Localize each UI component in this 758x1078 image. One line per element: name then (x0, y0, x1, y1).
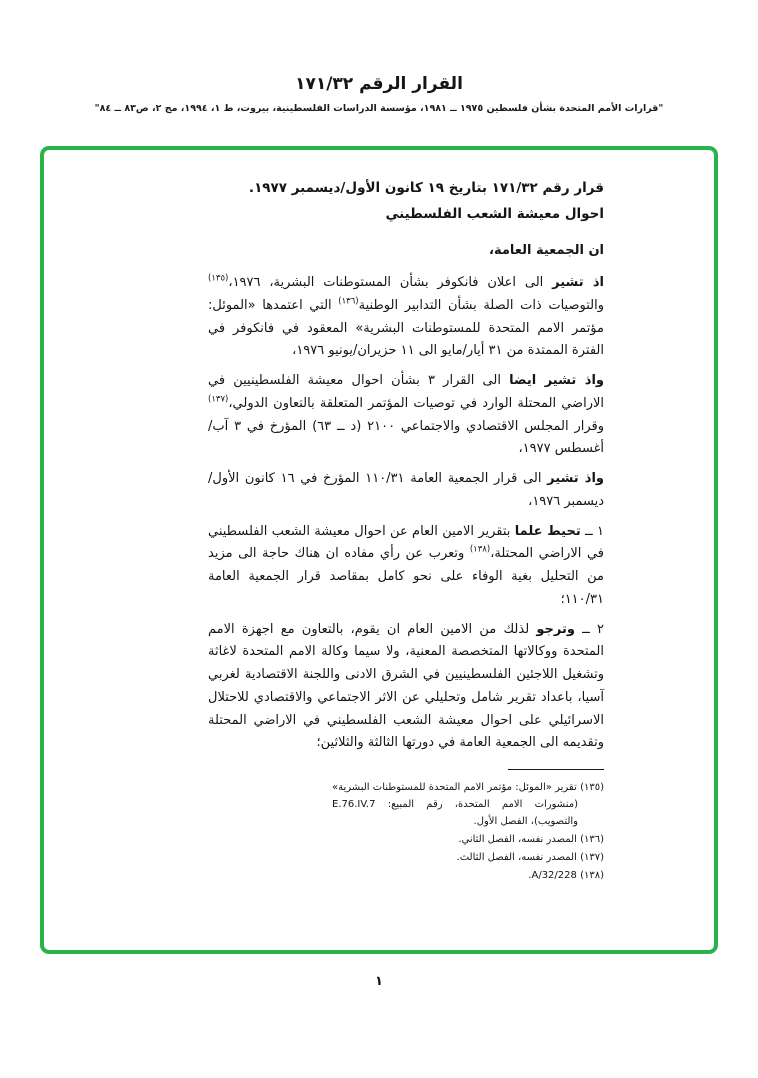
footnote-138 (332, 867, 604, 884)
paragraph-preamble-1 (208, 272, 604, 363)
footnote-137 (332, 849, 604, 866)
paragraph-preamble-3 (208, 468, 604, 514)
footnotes-block (332, 779, 604, 884)
text-run: واذ تشير ايضا (509, 373, 604, 389)
text-run: والتوصيات ذات الصلة بشأن التدابير الوطنية (358, 297, 604, 313)
footnote-reference: (١٣٥) (208, 273, 229, 284)
text-run: الى القرار ٣ بشأن احوال معيشة الفلسطينيين في الاراضي المحتلة الوارد في توصيات المؤتمر المتعلقة بالتعاون الدولي، (208, 373, 604, 411)
text-run: الى اعلان فانكوفر بشأن المستوطنات البشرية، ١٩٧٦، (228, 275, 553, 291)
text-run: وتعرب عن رأي مفاده ان هناك حاجة الى مزيد من التحليل بغية الوفاء على نحو كامل بمقاصد قرار الجمعية العامة ١١٠/٣١؛ (208, 546, 604, 607)
paragraph-preamble-2 (208, 370, 604, 461)
paragraph-operative-2 (208, 619, 604, 756)
text-run: اذ تشير (552, 275, 604, 291)
resolution-title (208, 176, 604, 227)
text-run: واذ تشير (547, 471, 604, 487)
text-run: وترجو (536, 621, 575, 637)
footnote-text: المصدر نفسه، الفصل الثاني. (458, 834, 577, 846)
text-run: بتقرير الامين العام عن احوال معيشة الشعب الفلسطيني في الاراضي المحتلة، (208, 523, 604, 562)
text-run: التي اعتمدها «الموئل: مؤتمر الامم المتحدة للمستوطنات البشرية» المعقود في فانكوفر في الفترة الممتدة من ٣١ أيار/مايو الى ١١ حزيران/يونيو ١٩٧٦، (208, 297, 604, 359)
source-citation: "قرارات الأمم المتحدة بشأن فلسطين ١٩٧٥ ــ ١٩٨١، مؤسسة الدراسات الفلسطينية، بيروت، ط ١، ١٩٩٤، مج ٢، ص٨٣ ــ ٨٤" (94, 103, 664, 114)
footnote-marker: (١٣٨) (580, 870, 604, 882)
footnote-text: المصدر نفسه، الفصل الثالث. (456, 852, 577, 864)
text-run: ١ ــ (580, 523, 604, 539)
footnote-136 (332, 831, 604, 848)
footnote-text: A/32/228. (528, 870, 577, 882)
footnote-text: تقرير «الموئل: مؤتمر الامم المتحدة للمستوطنات البشرية» (منشورات الامم المتحدة، رقم المبيع: E.76.IV.7 والتصويب)، الفصل الأول. (332, 782, 578, 828)
resolution-number-title: القرار الرقم ١٧١/٣٢ (295, 74, 463, 94)
footnote-marker: (١٣٧) (580, 852, 604, 864)
text-run: تحيط علما (514, 523, 581, 539)
resolution-title-line1: قرار رقم ١٧١/٣٢ بتاريخ ١٩ كانون الأول/ديسمبر ١٩٧٧. (248, 180, 604, 196)
resolution-title-line2: احوال معيشة الشعب الفلسطيني (385, 205, 604, 222)
text-run: الى قرار الجمعية العامة ١١٠/٣١ المؤرخ في ١٦ كانون الأول/ديسمبر ١٩٧٦، (208, 471, 604, 509)
paragraph-operative-1 (208, 521, 604, 612)
text-run: لذلك من الامين العام ان يقوم، بالتعاون مع اجهزة الامم المتحدة ووكالاتها المتخصصة المعنية، ولا سيما وكالة الامم المتحدة لاغاثة وتشغيل اللاجئين الفلسطينيين في الشرق الادنى واللجنة الاقتصادية لغربي آسيا، باعداد تقرير شامل وتحليلي عن الاثر الاجتماعي والاقتصادي للاحتلال الاسرائيلي على احوال معيشة الشعب الفلسطيني في الاراضي المحتلة وتقديمه الى الجمعية العامة في دورتها الثالثة والثلاثين؛ (208, 621, 604, 751)
document-header (0, 74, 758, 114)
green-frame (40, 146, 718, 954)
text-run: ٢ ــ (574, 621, 604, 637)
footnote-marker: (١٣٦) (580, 834, 604, 846)
footnote-135 (332, 779, 604, 830)
footnote-separator (508, 769, 604, 770)
footnote-reference: (١٣٨) (469, 544, 491, 555)
preamble-opening: ان الجمعية العامة، (489, 243, 604, 259)
page-number: ١ (375, 974, 383, 989)
footnote-reference: (١٣٦) (338, 296, 359, 307)
text-run: وقرار المجلس الاقتصادي والاجتماعي ٢١٠٠ (د ــ ٦٣) المؤرخ في ٣ آب/أغسطس ١٩٧٧، (208, 418, 605, 457)
footnote-marker: (١٣٥) (580, 782, 604, 794)
resolution-body (44, 150, 714, 884)
footnote-reference: (١٣٧) (208, 394, 229, 405)
